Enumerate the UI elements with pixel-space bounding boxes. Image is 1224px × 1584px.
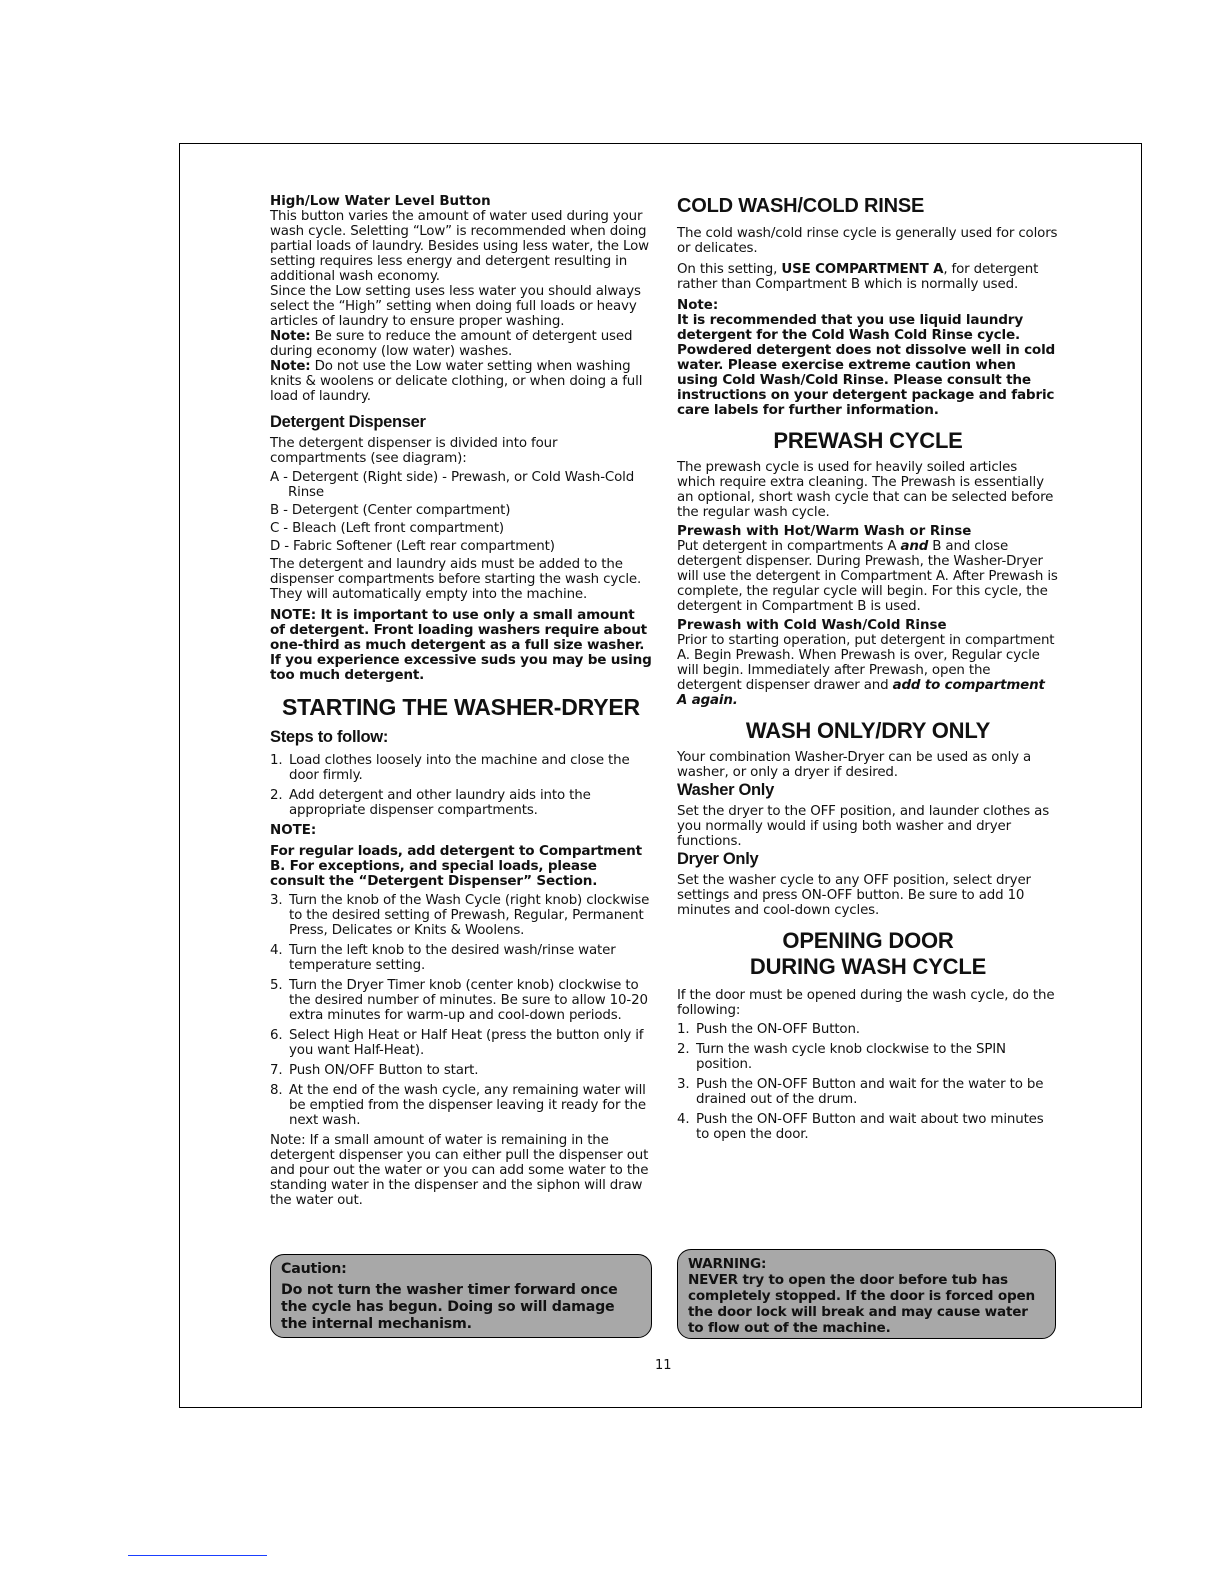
step-number: 5. xyxy=(270,978,283,993)
step-number: 2. xyxy=(270,788,283,803)
step-number: 7. xyxy=(270,1063,283,1078)
step-number: 1. xyxy=(677,1022,690,1037)
dryer-only-heading: Dryer Only xyxy=(677,850,759,868)
high-low-note-2 xyxy=(270,359,652,404)
list-item xyxy=(270,788,652,818)
list-item xyxy=(677,1112,1059,1142)
step-text: Turn the wash cycle knob clockwise to the SPIN position. xyxy=(696,1042,1006,1072)
step-text: Push the ON-OFF Button. xyxy=(696,1022,860,1037)
caution-text: Do not turn the washer timer forward once the cycle has begun. Doing so will damage the internal mechanism. xyxy=(281,1282,618,1332)
note-label: Note: xyxy=(270,329,311,344)
compartment-emphasis: USE COMPARTMENT A xyxy=(781,262,944,277)
add-again-emphasis: add to compartment A again. xyxy=(677,678,1045,708)
note-label: Note: xyxy=(270,359,311,374)
list-item: A - Detergent (Right side) - Prewash, or Cold Wash-Cold Rinse xyxy=(270,470,635,500)
regular-loads-note: For regular loads, add detergent to Compartment B. For exceptions, and special loads, please consult the “Detergent Dispenser” Section. xyxy=(270,843,642,889)
step-number: 3. xyxy=(677,1077,690,1092)
warning-box xyxy=(677,1249,1056,1339)
step-text: Turn the Dryer Timer knob (center knob) clockwise to the desired number of minutes. Be sure to allow 10-20 extra minutes for warm-up and cool-down periods. xyxy=(289,978,648,1023)
list-item: C - Bleach (Left front compartment) xyxy=(270,521,504,536)
detergent-dispenser-heading: Detergent Dispenser xyxy=(270,413,426,431)
opening-door-intro: If the door must be opened during the wash cycle, do the following: xyxy=(677,988,1055,1018)
step-text: Push the ON-OFF Button and wait about two minutes to open the door. xyxy=(696,1112,1044,1142)
step-text: Load clothes loosely into the machine and close the door firmly. xyxy=(289,753,630,783)
step-number: 8. xyxy=(270,1083,283,1098)
step-text: Turn the knob of the Wash Cycle (right knob) clockwise to the desired setting of Prewash, Regular, Permanent Press, Delicates or Knits & Woolens. xyxy=(289,893,650,938)
high-low-heading: High/Low Water Level Button xyxy=(270,194,491,209)
caution-title: Caution: xyxy=(281,1261,347,1277)
cold-wash-paragraph-1: The cold wash/cold rinse cycle is generally used for colors or delicates. xyxy=(677,226,1058,256)
list-item xyxy=(270,1083,652,1128)
steps-list-b xyxy=(270,893,652,1128)
left-column xyxy=(270,194,652,1208)
steps-list-a xyxy=(270,753,652,818)
step-number: 2. xyxy=(677,1042,690,1057)
note-heading: NOTE: xyxy=(270,823,317,838)
prewash-hot-heading: Prewash with Hot/Warm Wash or Rinse xyxy=(677,524,972,539)
detergent-note: NOTE: It is important to use only a small amount of detergent. Front loading washers require about one-third as much detergent as a full size washer. If you experience excessive suds you may be using too much detergent. xyxy=(270,607,652,683)
step-text: Push ON/OFF Button to start. xyxy=(289,1063,479,1078)
text: On this setting, xyxy=(677,262,782,277)
opening-door-steps xyxy=(677,1022,1059,1142)
opening-door-heading-1: OPENING DOOR xyxy=(782,928,954,953)
list-item xyxy=(677,1022,1059,1037)
steps-heading: Steps to follow: xyxy=(270,728,389,746)
washer-only-paragraph: Set the dryer to the OFF position, and launder clothes as you normally would if using both washer and dryer functions. xyxy=(677,804,1050,849)
washer-only-heading: Washer Only xyxy=(677,781,774,799)
list-item xyxy=(677,1042,1059,1072)
step-text: Push the ON-OFF Button and wait for the water to be drained out of the drum. xyxy=(696,1077,1044,1107)
high-low-paragraph-1: This button varies the amount of water used during your wash cycle. Seletting “Low” is recommended when doing partial loads of laundry. Besides using less water, the Low setting requires less energy and detergent resulting in additional wash economy. xyxy=(270,209,649,284)
prewash-heading: PREWASH CYCLE xyxy=(773,428,963,453)
opening-door-heading-2: DURING WASH CYCLE xyxy=(749,954,987,979)
list-item xyxy=(270,1063,652,1078)
compartment-list xyxy=(270,470,652,554)
prewash-cold-paragraph xyxy=(677,633,1059,708)
list-item xyxy=(677,1077,1059,1107)
prewash-paragraph: The prewash cycle is used for heavily soiled articles which require extra cleaning. The Prewash is essentially an optional, short wash cycle that can be selected before the regular wash cycle. xyxy=(677,460,1054,520)
footer-line xyxy=(128,1555,267,1556)
and-emphasis: and xyxy=(900,539,929,554)
dispenser-water-note: Note: If a small amount of water is remaining in the detergent dispenser you can either pull the dispenser out and pour out the water or you can add some water to the standing water in the dispenser and the siphon will draw the water out. xyxy=(270,1133,649,1208)
wash-only-heading: WASH ONLY/DRY ONLY xyxy=(745,718,991,743)
list-item xyxy=(270,1028,652,1058)
text: Prior to starting operation, put detergent in compartment A. Begin Prewash. When Prewash is over, Regular cycle will begin. Immediately after Prewash, open the detergent dispenser drawer and xyxy=(677,633,1055,693)
caution-box xyxy=(270,1254,652,1338)
starting-washer-dryer-heading: STARTING THE WASHER-DRYER xyxy=(282,694,640,720)
cold-wash-heading: COLD WASH/COLD RINSE xyxy=(677,195,925,217)
warning-text: NEVER try to open the door before tub has completely stopped. If the door is forced open the door lock will break and may cause water to flow out of the machine. xyxy=(688,1272,1036,1336)
warning-title: WARNING: xyxy=(688,1256,767,1272)
list-item: D - Fabric Softener (Left rear compartment) xyxy=(270,539,555,554)
detergent-dispenser-intro: The detergent dispenser is divided into four compartments (see diagram): xyxy=(270,436,558,466)
text: , for detergent rather than Compartment B which is normally used. xyxy=(677,262,1039,292)
step-text: Add detergent and other laundry aids into the appropriate dispenser compartments. xyxy=(289,788,591,818)
step-number: 3. xyxy=(270,893,283,908)
list-item: B - Detergent (Center compartment) xyxy=(270,503,511,518)
page-number: 11 xyxy=(655,1358,672,1373)
wash-only-paragraph: Your combination Washer-Dryer can be used as only a washer, or only a dryer if desired. xyxy=(677,750,1032,780)
step-number: 4. xyxy=(270,943,283,958)
step-text: At the end of the wash cycle, any remaining water will be emptied from the dispenser leaving it ready for the next wash. xyxy=(289,1083,646,1128)
step-text: Turn the left knob to the desired wash/rinse water temperature setting. xyxy=(289,943,616,973)
high-low-note-1 xyxy=(270,329,652,359)
text: Put detergent in compartments A xyxy=(677,539,901,554)
cold-wash-paragraph-2 xyxy=(677,262,1059,292)
note-text: Be sure to reduce the amount of detergent used during economy (low water) washes. xyxy=(270,329,633,359)
list-item xyxy=(270,978,652,1023)
list-item xyxy=(270,893,652,938)
cold-wash-note: It is recommended that you use liquid laundry detergent for the Cold Wash Cold Rinse cycle. Powdered detergent does not dissolve well in cold water. Please exercise extreme caution when using Cold Wash/Cold Rinse. Please consult the instructions on your detergent package and fabric care labels for further information. xyxy=(677,312,1056,418)
note-text: Do not use the Low water setting when washing knits & woolens or delicate clothing, or when doing a full load of laundry. xyxy=(270,359,643,404)
prewash-hot-paragraph xyxy=(677,539,1059,614)
prewash-cold-heading: Prewash with Cold Wash/Cold Rinse xyxy=(677,618,947,633)
step-number: 6. xyxy=(270,1028,283,1043)
text: B and close detergent dispenser. During Prewash, the Washer-Dryer will use the detergent in Compartment A. After Prewash is complete, the regular cycle will begin. For this cycle, the detergent in Compartment B is used. xyxy=(677,539,1058,614)
detergent-dispenser-paragraph-2: The detergent and laundry aids must be added to the dispenser compartments before starting the wash cycle. They will automatically empty into the machine. xyxy=(270,557,642,602)
step-number: 4. xyxy=(677,1112,690,1127)
cold-wash-note-label: Note: xyxy=(677,298,719,313)
step-number: 1. xyxy=(270,753,283,768)
list-item xyxy=(270,753,652,783)
high-low-paragraph-2: Since the Low setting uses less water you should always select the “High” setting when doing full loads or heavy articles of laundry to ensure proper washing. xyxy=(270,284,641,329)
step-text: Select High Heat or Half Heat (press the button only if you want Half-Heat). xyxy=(289,1028,644,1058)
right-column xyxy=(677,194,1059,1147)
list-item xyxy=(270,943,652,973)
dryer-only-paragraph: Set the washer cycle to any OFF position, select dryer settings and press ON-OFF button. Be sure to add 10 minutes and cool-down cycles. xyxy=(677,873,1031,918)
